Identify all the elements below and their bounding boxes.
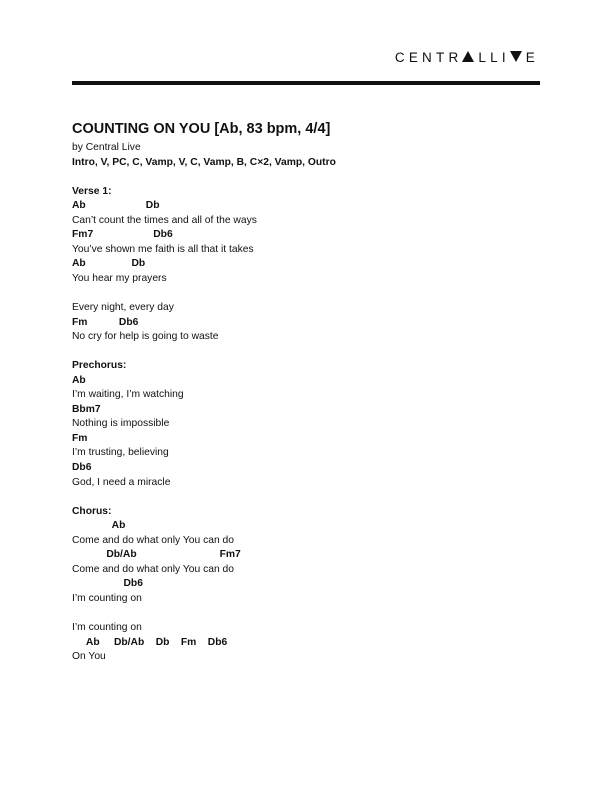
centrallive-logo: [395, 50, 539, 66]
lyric-line: I’m waiting, I’m watching: [72, 389, 184, 401]
chord-line: Ab Db: [72, 258, 146, 270]
song-structure: Intro, V, PC, C, Vamp, V, C, Vamp, B, C×2, Vamp, Outro: [72, 156, 336, 168]
lyric-line: I’m trusting, believing: [72, 447, 169, 459]
chord-line: Db/Ab Fm7: [72, 549, 241, 561]
lyric-line: No cry for help is going to waste: [72, 331, 219, 343]
lyric-line: You’ve shown me faith is all that it takes: [72, 243, 254, 255]
header-rule: [72, 81, 540, 85]
logo-text-start: CENTR: [394, 50, 463, 65]
lyric-line: Come and do what only You can do: [72, 534, 235, 546]
spacer: [72, 345, 532, 360]
chorus-label: Chorus:: [72, 505, 112, 517]
chord-line: Fm: [72, 432, 88, 444]
spacer: [72, 607, 532, 622]
spacer: [72, 286, 532, 301]
chord-line: Fm7 Db6: [72, 229, 173, 241]
spacer: [72, 490, 532, 505]
chord-line: Ab: [72, 374, 86, 386]
lyric-line: I’m counting on: [72, 622, 142, 634]
lyric-line: God, I need a miracle: [72, 476, 171, 488]
lyric-line: Nothing is impossible: [72, 418, 170, 430]
chord-sheet: [72, 120, 532, 665]
chord-line: Ab Db/Ab Db Fm Db6: [72, 636, 228, 648]
lyric-line: Come and do what only You can do: [72, 563, 235, 575]
prechorus-label: Prechorus:: [72, 360, 127, 372]
lyric-line: On You: [72, 651, 106, 663]
logo-text-end: E: [525, 50, 539, 65]
inverted-triangle-v-icon: [510, 51, 522, 62]
chord-line: Db6: [72, 462, 92, 474]
song-title: COUNTING ON YOU [Ab, 83 bpm, 4/4]: [72, 121, 331, 137]
song-byline: by Central Live: [72, 142, 141, 153]
lyric-line: Every night, every day: [72, 302, 174, 314]
logo-text-mid: LLI: [478, 50, 510, 65]
spacer: [72, 170, 532, 185]
chord-line: Ab Db: [72, 200, 160, 212]
chord-line: Db6: [72, 578, 143, 590]
verse1-label: Verse 1:: [72, 185, 112, 197]
lyric-line: Can’t count the times and all of the ways: [72, 214, 257, 226]
chord-line: Ab: [72, 520, 126, 532]
chord-line: Fm Db6: [72, 316, 139, 328]
lyric-line: I’m counting on: [72, 592, 142, 604]
chord-line: Bbm7: [72, 403, 101, 415]
triangle-a-icon: [462, 51, 474, 62]
lyric-line: You hear my prayers: [72, 272, 167, 284]
